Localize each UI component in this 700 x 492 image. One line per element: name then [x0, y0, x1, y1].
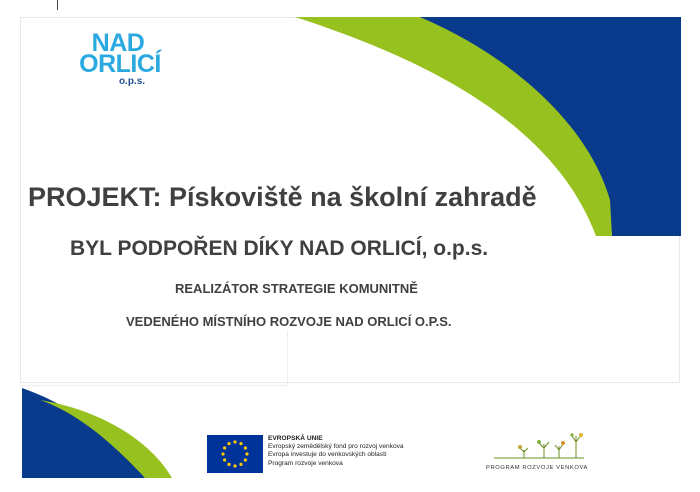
project-title: PROJEKT: Pískoviště na školní zahradě: [28, 182, 537, 212]
prv-label: PROGRAM ROZVOJE VENKOVA: [486, 465, 588, 471]
project-subtitle: BYL PODPOŘEN DÍKY NAD ORLICÍ, o.p.s.: [70, 237, 489, 260]
realizator-line: REALIZÁTOR STRATEGIE KOMUNITNĚ: [175, 281, 418, 296]
eu-flag-icon: [207, 435, 263, 473]
eu-line2: Evropa investuje do venkovských oblastí: [268, 451, 387, 459]
logo-ops: o.p.s.: [118, 76, 146, 87]
eu-text-block: [268, 435, 404, 468]
nad-orlici-logo: [70, 29, 170, 88]
eu-line3: Program rozvoje venkova: [268, 459, 343, 467]
strategy-line: VEDENÉHO MÍSTNÍHO ROZVOJE NAD ORLICÍ O.P.S.: [126, 314, 452, 329]
logo-line2: ORLICÍ: [79, 50, 161, 78]
logo-line1: NAD: [91, 29, 145, 57]
eu-title: EVROPSKÁ UNIE: [268, 435, 323, 442]
eu-line1: Evropský zemědělský fond pro rozvoj venkova: [268, 443, 404, 451]
